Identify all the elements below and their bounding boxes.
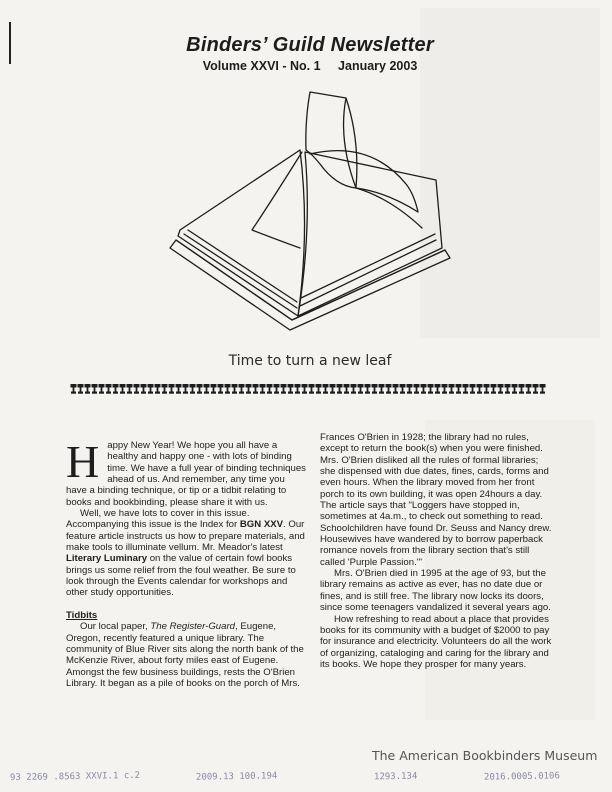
- issue-overview-paragraph: Well, we have lots to cover in this issue. Accompanying this issue is the Index for BGN XXV. Our feature article instructs us how to prepare materials, and make tools to illuminate vellum. Mr. Meador's latest Literary Luminary on the value of certain fowl books brings us some relief from the foul weather. Be sure to look through the Events calendar for workshops and other study opportunities.: [66, 508, 305, 599]
- illustration-caption: Time to turn a new leaf: [228, 353, 392, 369]
- right-column: [320, 432, 552, 670]
- library-today-paragraph: Mrs. O'Brien died in 1995 at the age of 93, but the library remains as active as ever, has no date due or fines, and is still free. The library now locks its doors, since some teenagers vandalized it several years ago.: [320, 568, 551, 614]
- column-title: Literary Luminary: [66, 553, 148, 565]
- accession-number-1: 93 2269 .8563 XXVI.1 c.2: [9, 770, 141, 784]
- newspaper-name: The Register-Guard: [150, 621, 236, 633]
- drop-cap: H: [66, 436, 100, 487]
- accession-number-4: 2016.0005.0106: [483, 771, 560, 783]
- tidbits-paragraph: Our local paper, The Register-Guard, Eugene, Oregon, recently featured a unique library. The community of Blue River sits along the north bank of the McKenzie River, about forty miles east of Eugene. Amongst the few business buildings, rests the O'Brien Library. It began as a pile of books on the porch of Mrs.: [66, 621, 304, 689]
- left-column: [66, 436, 306, 689]
- accession-number-2: 2009.13 100.194: [195, 771, 278, 783]
- newsletter-title: Binders’ Guild Newsletter: [186, 34, 434, 56]
- index-reference: BGN XXV: [239, 519, 284, 531]
- tidbits-heading: Tidbits: [66, 609, 98, 621]
- museum-watermark: The American Bookbinders Museum: [372, 748, 598, 763]
- issue-date: January 2003: [338, 59, 418, 73]
- accession-number-3: 1293.134: [373, 771, 418, 783]
- library-closing-paragraph: How refreshing to read about a place that provides books for its community with a budget of $2000 to pay for insurance and electricity. Volunteers do all the work of organizing, cataloging and caring for the library and its books. We hope they prosper for many years.: [320, 613, 552, 670]
- issue-line: [120, 59, 500, 73]
- volume-number: Volume XXVI - No. 1: [202, 59, 321, 73]
- ornamental-divider: [70, 383, 546, 395]
- open-book-turning-page-icon: [160, 80, 460, 345]
- margin-mark: [9, 22, 11, 64]
- library-history-paragraph: Frances O'Brien in 1928; the library had no rules, except to return the book(s) when you were finished. Mrs. O'Brien disliked all the rules of formal libraries; she dispensed with due dates, fines, cards, forms and even hours. When the library moved from her front porch to its own building, it was open 24hours a day. The article says that "Loggers have stopped in, sometimes at 4a.m., to check out something to read. Schoolchildren have found Dr. Seuss and Nancy drew. Housewives have wandered by to borrow paperback romance novels from the library section that's still called 'Purple Passion.'": [320, 432, 552, 568]
- intro-paragraph: Happy New Year! We hope you all have a healthy and happy one - with lots of binding time. We have a full year of binding techniques ahead of us. And remember, any time you have a binding technique, or tip or a tidbit relating to books and bookbinding, please share it with us.: [66, 436, 306, 508]
